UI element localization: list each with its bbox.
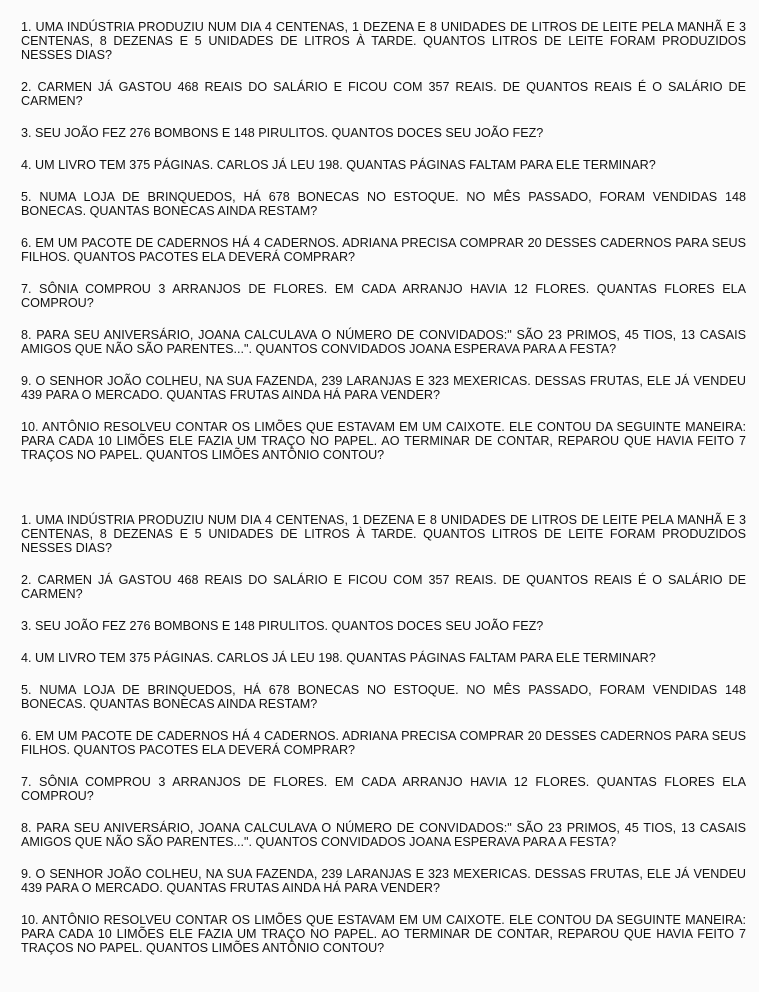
- question-3: 3. SEU JOÃO FEZ 276 BOMBONS E 148 PIRULITOS. QUANTOS DOCES SEU JOÃO FEZ?: [21, 619, 544, 633]
- question-2: 2. CARMEN JÁ GASTOU 468 REAIS DO SALÁRIO E FICOU COM 357 REAIS. DE QUANTOS REAIS É O SALÁRIO DE CARMEN?: [21, 573, 746, 601]
- question-10: 10. ANTÔNIO RESOLVEU CONTAR OS LIMÕES QUE ESTAVAM EM UM CAIXOTE. ELE CONTOU DA SEGUINTE MANEIRA: PARA CADA 10 LIMÕES ELE FAZIA UM TRAÇO NO PAPEL. AO TERMINAR DE CONTAR, REPAROU QUE HAVIA FEITO 7 TRAÇOS NO PAPEL. QUANTOS LIMÕES ANTÔNIO CONTOU?: [21, 913, 746, 955]
- question-7: 7. SÔNIA COMPROU 3 ARRANJOS DE FLORES. EM CADA ARRANJO HAVIA 12 FLORES. QUANTAS FLORES ELA COMPROU?: [21, 282, 746, 310]
- question-2: 2. CARMEN JÁ GASTOU 468 REAIS DO SALÁRIO E FICOU COM 357 REAIS. DE QUANTOS REAIS É O SALÁRIO DE CARMEN?: [21, 80, 746, 108]
- question-9: 9. O SENHOR JOÃO COLHEU, NA SUA FAZENDA, 239 LARANJAS E 323 MEXERICAS. DESSAS FRUTAS, ELE JÁ VENDEU 439 PARA O MERCADO. QUANTAS FRUTAS AINDA HÁ PARA VENDER?: [21, 374, 746, 402]
- question-9: 9. O SENHOR JOÃO COLHEU, NA SUA FAZENDA, 239 LARANJAS E 323 MEXERICAS. DESSAS FRUTAS, ELE JÁ VENDEU 439 PARA O MERCADO. QUANTAS FRUTAS AINDA HÁ PARA VENDER?: [21, 867, 746, 895]
- question-3: 3. SEU JOÃO FEZ 276 BOMBONS E 148 PIRULITOS. QUANTOS DOCES SEU JOÃO FEZ?: [21, 126, 544, 140]
- question-5: 5. NUMA LOJA DE BRINQUEDOS, HÁ 678 BONECAS NO ESTOQUE. NO MÊS PASSADO, FORAM VENDIDAS 148 BONECAS. QUANTAS BONECAS AINDA RESTAM?: [21, 683, 746, 711]
- question-4: 4. UM LIVRO TEM 375 PÁGINAS. CARLOS JÁ LEU 198. QUANTAS PÁGINAS FALTAM PARA ELE TERMINAR?: [21, 158, 656, 172]
- question-4: 4. UM LIVRO TEM 375 PÁGINAS. CARLOS JÁ LEU 198. QUANTAS PÁGINAS FALTAM PARA ELE TERMINAR?: [21, 651, 656, 665]
- question-6: 6. EM UM PACOTE DE CADERNOS HÁ 4 CADERNOS. ADRIANA PRECISA COMPRAR 20 DESSES CADERNOS PARA SEUS FILHOS. QUANTOS PACOTES ELA DEVERÁ COMPRAR?: [21, 729, 746, 757]
- question-list-second-copy: [21, 513, 746, 973]
- question-8: 8. PARA SEU ANIVERSÁRIO, JOANA CALCULAVA O NÚMERO DE CONVIDADOS:" SÃO 23 PRIMOS, 45 TIOS, 13 CASAIS AMIGOS QUE NÃO SÃO PARENTES...". QUANTOS CONVIDADOS JOANA ESPERAVA PARA A FESTA?: [21, 821, 746, 849]
- question-8: 8. PARA SEU ANIVERSÁRIO, JOANA CALCULAVA O NÚMERO DE CONVIDADOS:" SÃO 23 PRIMOS, 45 TIOS, 13 CASAIS AMIGOS QUE NÃO SÃO PARENTES...". QUANTOS CONVIDADOS JOANA ESPERAVA PARA A FESTA?: [21, 328, 746, 356]
- question-1: 1. UMA INDÚSTRIA PRODUZIU NUM DIA 4 CENTENAS, 1 DEZENA E 8 UNIDADES DE LITROS DE LEITE PELA MANHÃ E 3 CENTENAS, 8 DEZENAS E 5 UNIDADES DE LITROS À TARDE. QUANTOS LITROS DE LEITE FORAM PRODUZIDOS NESSES DIAS?: [21, 513, 746, 555]
- question-7: 7. SÔNIA COMPROU 3 ARRANJOS DE FLORES. EM CADA ARRANJO HAVIA 12 FLORES. QUANTAS FLORES ELA COMPROU?: [21, 775, 746, 803]
- question-10: 10. ANTÔNIO RESOLVEU CONTAR OS LIMÕES QUE ESTAVAM EM UM CAIXOTE. ELE CONTOU DA SEGUINTE MANEIRA: PARA CADA 10 LIMÕES ELE FAZIA UM TRAÇO NO PAPEL. AO TERMINAR DE CONTAR, REPAROU QUE HAVIA FEITO 7 TRAÇOS NO PAPEL. QUANTOS LIMÕES ANTÔNIO CONTOU?: [21, 420, 746, 462]
- question-1: 1. UMA INDÚSTRIA PRODUZIU NUM DIA 4 CENTENAS, 1 DEZENA E 8 UNIDADES DE LITROS DE LEITE PELA MANHÃ E 3 CENTENAS, 8 DEZENAS E 5 UNIDADES DE LITROS À TARDE. QUANTOS LITROS DE LEITE FORAM PRODUZIDOS NESSES DIAS?: [21, 20, 746, 62]
- question-5: 5. NUMA LOJA DE BRINQUEDOS, HÁ 678 BONECAS NO ESTOQUE. NO MÊS PASSADO, FORAM VENDIDAS 148 BONECAS. QUANTAS BONECAS AINDA RESTAM?: [21, 190, 746, 218]
- question-6: 6. EM UM PACOTE DE CADERNOS HÁ 4 CADERNOS. ADRIANA PRECISA COMPRAR 20 DESSES CADERNOS PARA SEUS FILHOS. QUANTOS PACOTES ELA DEVERÁ COMPRAR?: [21, 236, 746, 264]
- question-list-first-copy: [21, 20, 746, 480]
